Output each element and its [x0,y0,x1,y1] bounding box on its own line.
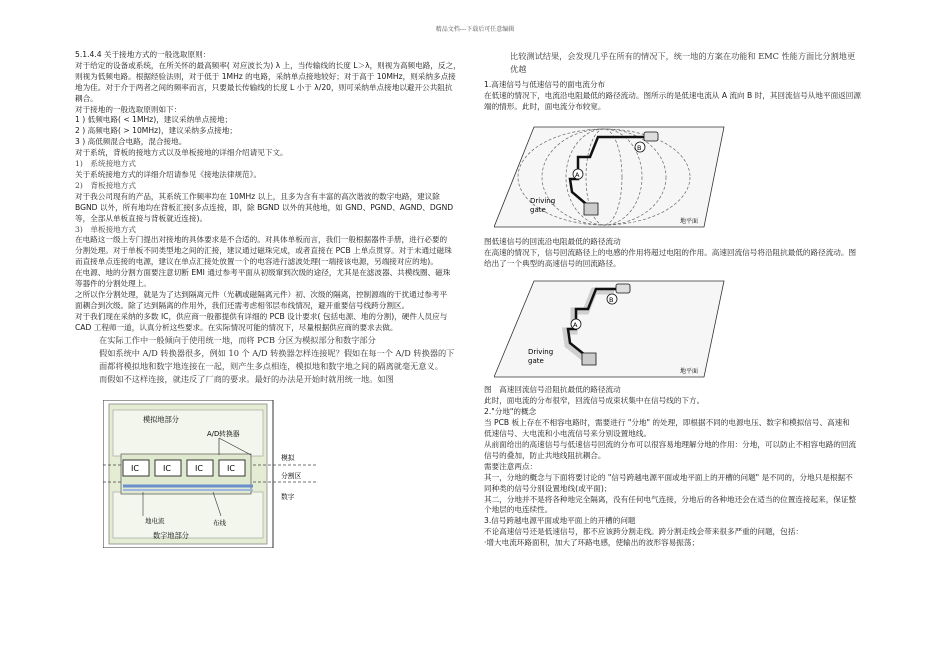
text-line: 此时，面电流的分布很窄，回流信号成束状集中在信号线的下方。 [484,396,705,406]
text-line: 同种类的信号分别设置地线(或平面)； [484,483,612,493]
section-heading: 1.高速信号与低速信号的面电流分布 [484,80,606,89]
right-column [484,50,884,549]
right-analog-label: 模拟 [281,453,295,462]
ground-current-label: 地电流 [145,516,165,525]
text-line: 3 ) 高低频混合电路，混合接地。 [75,137,187,147]
point-a-label: A [573,321,578,330]
text-line: ·增大电流环路面积，加大了环路电感，使输出的波形容易振荡； [484,538,700,548]
high-speed-diagram [494,273,864,385]
point-b-label: B [609,296,614,305]
point-a-label: A [575,170,580,179]
point-b-label: B [637,143,642,152]
ic-label: IC [227,463,235,473]
driving-label: Driving [528,348,554,357]
text-line: 地为佳。对于介于两者之间的频率而言，只要最长传输线的长度 L 小于 λ/20，则可采纳单点接地以避开公共阻抗 [75,82,453,92]
ic-label: IC [163,463,171,473]
text-line: 在实际工作中一般倾向于使用统一地，而将 PCB 分区为模拟部分和数字部分 [99,334,376,345]
text-line: 信号的叠加，防止共地线阻抗耦合。 [484,450,606,460]
text-line: 端的情形。此时，面电流分布较宽。 [484,101,606,111]
ground-plane-label: 地平面 [680,368,699,376]
grounding-principles-text [75,50,480,159]
split-ground-text [484,385,884,549]
partition-figure [103,400,323,548]
ground-plane-label: 地平面 [680,217,699,225]
text-line: 需要注意两点： [484,461,538,471]
right-divider-label: 分割区 [281,471,302,480]
partition-diagram [103,400,323,548]
text-line: 则视为低频电路。根据经验法则，对于低于 1MHz 的电路，采纳单点接地较好；对于高于 10MHz，则采纳多点接 [75,71,456,81]
text-line: 等器件的分割处理上。 [75,279,151,289]
driving-label: Driving [530,196,556,205]
ad-converter-label: A/D转换器 [207,429,240,438]
high-speed-current-figure [494,273,864,385]
text-line: 耦合。 [75,93,98,103]
text-line: 面都将模拟地和数字地连接在一起，则产生多点相连，模拟地和数字地之间的隔离就毫无意义。 [99,360,443,371]
section-heading: 2."分地"的概念 [484,407,537,417]
digital-section-label: 数字地部分 [153,530,189,540]
left-column [75,50,480,548]
text-line: 1 ) 低频电路( < 1MHz)，建议采纳单点接地； [75,115,233,125]
page-header: 精品文档---下载后可任意编辑 [435,26,515,33]
low-speed-current-figure [494,117,864,237]
text-line: 给出了一个典型的高速信号的回流路径。 [484,258,621,268]
text-line: 假如系统中 A/D 转换器很多，例如 10 个 A/D 转换器怎样连接呢？假如在每一个 A/D 转换器的下 [99,347,455,358]
ic-label: IC [195,463,203,473]
text-line: 之所以作分割处理，就是为了达到隔离元件（光耦或磁隔离元件）初、次级的隔离，控制源端的干扰通过参考平 [75,289,448,299]
gate-label: gate [530,205,546,214]
text-line: 对于系统，背板的接地方式以及单板接地的详细介绍请见下文。 [75,148,288,158]
text-line: 在低速的情况下，电流沿电阻最低的路径流动。图所示的是低速电流从 A 流向 B 时，其回流信号从地平面返回源 [484,90,861,100]
text-line: 其二，分地并不是将各种地完全隔离，没有任何电气连接，分地后的各种地还会在适当的位置连接起来，保证整 [484,494,857,504]
ic-label: IC [131,463,139,473]
text-line: 比较测试结果，会发现几乎在所有的情况下，统一地的方案在功能和 EMC 性能方面比分割地更 [510,51,856,61]
text-line: CAD 工程师一道，认真分析这些要求。在实际情况可能的情况下，尽量根据供应商的要求去做。 [75,322,398,332]
subsection-title: 1) 系统接地方式 [75,159,136,169]
text-line: 对于我们现在采纳的多数 IC，供应商一般都提供有详细的 PCB 设计要求( 包括电源、地的分割)，硬件人员应与 [75,311,448,321]
text-line: 而直接单点连接的电源，建议在单点汇接处放置一个的电容进行滤波处理(一端接该电源，另端接对应的地)。 [75,257,438,267]
text-line: 其一，分地的概念与下面将要讨论的 "信号跨越电源平面或地平面上的开槽的问题" 是不同的，分地只是根据不 [484,472,853,482]
text-line: 从前面给出的高速信号与低速信号回流的分布可以很容易地理解分地的作用：分地，可以防止不相容电路的回流 [484,439,857,449]
figure-caption: 图低速信号的回流沿电阻最低的路径流动 [484,236,621,246]
figure-caption: 图 高速回流信号沿阻抗最低的路径流动 [484,385,621,395]
text-line: 在高速的情况下，信号回流路径上的电感的作用将超过电阻的作用。高速回流信号将沿阻抗最低的路径流动。图 [484,247,857,257]
gate-label: gate [528,357,544,366]
text-line: 关于系统接地方式的详细介绍请参见《接地法律规范》。 [75,169,262,179]
text-line: 对于我公司现有的产品，其系统工作频率均在 10MHz 以上，且多为含有丰富的高次谐波的数字电路，建议除 [75,191,440,201]
text-line: 对于给定的设备或系统，在所关怀的最高频率( 对应波长为) λ 上，当传输线的长度 L＞λ，则视为高频电路，反之， [75,60,461,70]
text-line: 在电源、地的分割方面要注意切断 EMI 通过参考平面从初级窜到次级的途径，尤其是在滤波器、共模线圈、磁珠 [75,268,451,278]
text-line: 分割处理。对于单板不同类型地之间的汇接，建议通过磁珠完成，或者直接在 PCB 上单点贯穿。对于未通过磁珠 [75,246,452,256]
text-line: BGND 以外，所有地均在背板汇接(多点连接，即，除 BGND 以外的其他地，如 GND、PGND、AGND、DGND [75,202,454,212]
text-line: 面耦合到次级。除了达到隔离的作用外，我们还需考虑相邻层布线情况，避开重要信号线跨分割区。 [75,300,410,310]
text-line: 而假如不这样连接，就违反了厂商的要求。最好的办法是开始时就用统一地。如图 [99,373,394,384]
text-line: 个地层的电连续性。 [484,505,553,515]
text-line: 2 ) 高频电路( > 10MHz)，建议采纳多点接地； [75,126,237,136]
text-line: 优越 [510,64,527,74]
subsection-title: 3) 单板接地方式 [75,224,136,234]
text-line: 在电路这一级上专门提出对接地的具体要求是不合适的。对具体单板而言，我们一般根据器件手册，进行必要的 [75,235,448,245]
section-heading: 3.信号跨越电源平面或地平面上的开槽的问题 [484,516,636,526]
subsection-title: 2) 背板接地方式 [75,180,136,190]
text-line: 等，全部从单板直接与背板就近连接)。 [75,213,208,223]
text-line: 对于接地的一般选取原则如下： [75,104,182,114]
low-speed-diagram [494,117,864,237]
text-line: 5.1.4.4 关于接地方式的一般选取原则： [75,50,211,59]
analog-section-label: 模拟地部分 [143,414,179,424]
text-line: 当 PCB 板上存在不相容电路时，需要进行 "分地" 的处理，即根据不同的电源电压、数字和模拟信号、高速和 [484,418,850,428]
trace-label: 布线 [213,518,226,527]
right-digital-label: 数字 [281,492,295,501]
text-line: 不论高速信号还是低速信号，都不应该跨分割走线。跨分割走线会带来很多严重的问题，包括： [484,527,803,537]
text-line: 低速信号、大电流和小电流信号来分别设置地线。 [484,429,652,439]
